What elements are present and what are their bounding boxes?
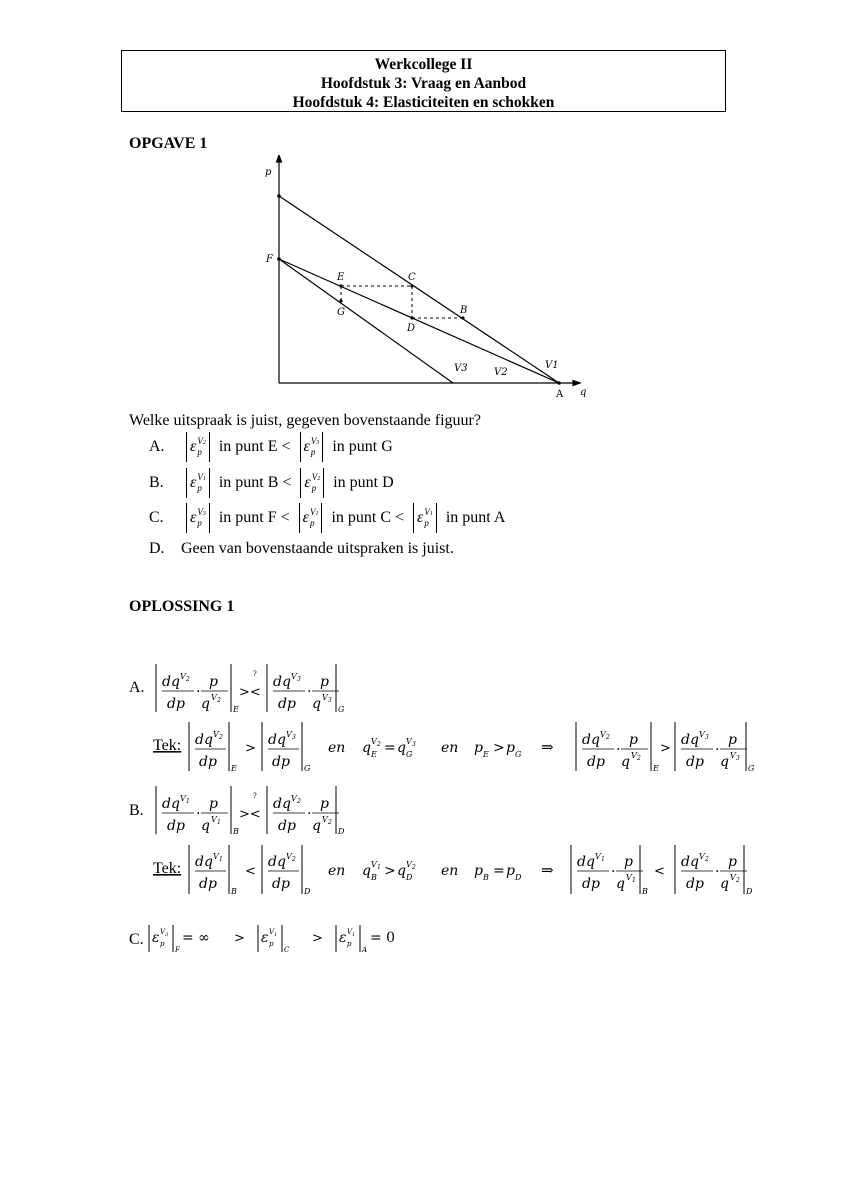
svg-text:= ∞: = ∞ xyxy=(182,930,210,946)
svg-text:3: 3 xyxy=(165,932,169,938)
svg-text:1: 1 xyxy=(352,932,356,938)
svg-text:>: > xyxy=(234,931,245,946)
option-c-letter: C. xyxy=(149,509,164,526)
svg-text:V: V xyxy=(291,794,297,803)
chapter-4-title: Hoofdstuk 4: Elasticiteiten en schokken xyxy=(292,94,555,111)
svg-text:dp: dp xyxy=(272,876,290,892)
svg-text:p: p xyxy=(624,854,633,870)
svg-text:en: en xyxy=(328,740,346,756)
svg-text:p: p xyxy=(629,732,638,748)
svg-text:2: 2 xyxy=(606,734,610,741)
label-g: G xyxy=(337,307,345,318)
svg-text:V: V xyxy=(595,852,601,861)
option-d-letter: D. xyxy=(149,540,165,557)
svg-text:V: V xyxy=(730,873,736,882)
label-d: D xyxy=(407,323,416,334)
svg-text:E: E xyxy=(233,705,239,714)
svg-text:>: > xyxy=(384,863,396,879)
svg-text:V: V xyxy=(600,730,606,739)
svg-text:1: 1 xyxy=(186,798,190,805)
svg-text:V: V xyxy=(291,672,297,681)
svg-text:q: q xyxy=(397,740,406,756)
svg-text:.: . xyxy=(715,738,720,754)
svg-text:= 0: = 0 xyxy=(370,930,396,946)
svg-text:dp: dp xyxy=(582,876,600,892)
svg-text:<: < xyxy=(654,864,665,879)
demand-curve-figure xyxy=(258,155,598,405)
svg-text:D: D xyxy=(746,887,753,896)
svg-text:V: V xyxy=(626,873,632,882)
svg-text:2: 2 xyxy=(736,877,740,884)
option-a-letter: A. xyxy=(149,438,165,455)
svg-text:q: q xyxy=(362,863,371,879)
svg-text:3: 3 xyxy=(328,697,332,704)
svg-text:?: ? xyxy=(253,670,257,678)
svg-text:2: 2 xyxy=(377,741,381,748)
point-g xyxy=(339,299,342,302)
svg-text:.: . xyxy=(715,860,720,876)
svg-text:p: p xyxy=(728,854,737,870)
svg-text:q: q xyxy=(720,754,729,770)
svg-text:V: V xyxy=(699,730,705,739)
point-top xyxy=(277,194,281,198)
svg-text:p: p xyxy=(728,732,737,748)
svg-text:2: 2 xyxy=(705,856,709,863)
svg-text:p: p xyxy=(269,940,274,948)
svg-text:=: = xyxy=(384,740,396,756)
svg-text:p: p xyxy=(320,796,329,812)
demand-line-v3 xyxy=(279,259,453,383)
svg-text:dq: dq xyxy=(162,796,180,812)
svg-text:V: V xyxy=(180,794,186,803)
svg-text:q: q xyxy=(201,696,210,712)
svg-text:p: p xyxy=(209,796,218,812)
demand-line-v2 xyxy=(279,259,559,383)
svg-text:1: 1 xyxy=(601,856,605,863)
svg-text:dp: dp xyxy=(199,876,217,892)
svg-text:2: 2 xyxy=(217,697,221,704)
svg-text:2: 2 xyxy=(412,864,416,871)
svg-text:V: V xyxy=(160,928,166,936)
svg-text:p: p xyxy=(160,940,165,948)
svg-text:dp: dp xyxy=(167,818,185,834)
svg-text:<: < xyxy=(245,864,256,879)
svg-text:>: > xyxy=(493,740,505,756)
svg-text:p: p xyxy=(506,740,515,756)
svg-text:en: en xyxy=(441,740,459,756)
svg-text:.: . xyxy=(196,680,201,696)
compare-symbol: >< xyxy=(239,685,261,700)
svg-text:p: p xyxy=(209,674,218,690)
svg-text:dp: dp xyxy=(278,818,296,834)
x-axis-arrow xyxy=(573,381,580,386)
svg-text:dq: dq xyxy=(162,674,180,690)
svg-text:V: V xyxy=(406,737,412,746)
label-a: A xyxy=(556,389,564,400)
svg-text:V: V xyxy=(213,730,219,739)
svg-text:3: 3 xyxy=(736,755,740,762)
svg-text:q: q xyxy=(312,818,321,834)
label-f: F xyxy=(266,254,273,265)
elasticity-term: ε V1 p xyxy=(413,503,437,533)
svg-text:dq: dq xyxy=(273,674,291,690)
svg-text:>: > xyxy=(312,931,323,946)
solution-a-rhs xyxy=(267,664,345,714)
label-v3: V3 xyxy=(454,363,468,374)
svg-text:⇒: ⇒ xyxy=(541,861,554,879)
svg-text:dq: dq xyxy=(268,854,286,870)
svg-text:en: en xyxy=(441,863,459,879)
svg-text:B: B xyxy=(642,887,648,896)
svg-text:V: V xyxy=(180,672,186,681)
svg-text:D: D xyxy=(338,827,345,836)
svg-text:ε: ε xyxy=(261,930,269,946)
chapter-3-title: Hoofdstuk 3: Vraag en Aanbod xyxy=(320,75,527,92)
point-d xyxy=(410,316,413,319)
svg-text:q: q xyxy=(312,696,321,712)
svg-text:B: B xyxy=(371,873,377,882)
elasticity-term: ε V1 p xyxy=(299,503,323,533)
svg-text:V: V xyxy=(699,852,705,861)
option-c-text-1: in punt F < xyxy=(218,509,290,526)
svg-text:G: G xyxy=(304,764,311,773)
svg-text:V: V xyxy=(322,815,328,824)
svg-text:p: p xyxy=(474,740,483,756)
svg-text:E: E xyxy=(483,750,489,759)
svg-text:q: q xyxy=(616,876,625,892)
svg-text:2: 2 xyxy=(637,755,641,762)
tek-label-a: Tek: xyxy=(153,737,182,754)
svg-text:1: 1 xyxy=(632,877,636,884)
svg-text:.: . xyxy=(611,860,616,876)
solution-b-letter: B. xyxy=(129,802,144,819)
title-box xyxy=(121,50,726,112)
svg-text:V: V xyxy=(211,693,217,702)
svg-text:G: G xyxy=(406,750,413,759)
svg-text:dp: dp xyxy=(686,754,704,770)
svg-text:dq: dq xyxy=(577,854,595,870)
option-b-letter: B. xyxy=(149,474,164,491)
svg-text:><: >< xyxy=(239,807,261,822)
svg-text:E: E xyxy=(371,750,377,759)
svg-text:V: V xyxy=(322,693,328,702)
course-title: Werkcollege II xyxy=(374,56,473,73)
label-v2: V2 xyxy=(494,367,508,378)
svg-text:2: 2 xyxy=(328,819,332,826)
svg-text:V: V xyxy=(730,751,736,760)
svg-text:q: q xyxy=(397,863,406,879)
elasticity-term: ε V3 p xyxy=(300,432,324,462)
svg-text:p: p xyxy=(320,674,329,690)
option-d-text: Geen van bovenstaande uitspraken is juist. xyxy=(181,540,454,557)
solution-a-lhs xyxy=(156,664,239,714)
x-axis-label: q xyxy=(580,387,587,398)
svg-text:⇒: ⇒ xyxy=(541,738,554,756)
svg-text:V: V xyxy=(286,852,292,861)
label-v1: V1 xyxy=(545,360,559,371)
label-e: E xyxy=(337,272,345,283)
option-a-text-2: in punt G xyxy=(332,438,393,455)
svg-text:V: V xyxy=(347,928,353,936)
svg-text:V: V xyxy=(286,730,292,739)
svg-text:.: . xyxy=(616,738,621,754)
svg-text:dp: dp xyxy=(278,696,296,712)
svg-text:dq: dq xyxy=(681,854,699,870)
svg-text:D: D xyxy=(515,873,522,882)
svg-text:dp: dp xyxy=(686,876,704,892)
svg-text:3: 3 xyxy=(412,741,416,748)
point-a xyxy=(557,381,561,385)
svg-text:3: 3 xyxy=(297,676,301,683)
svg-text:E: E xyxy=(653,764,659,773)
svg-text:1: 1 xyxy=(217,819,221,826)
svg-text:C: C xyxy=(284,946,290,954)
elasticity-term: ε V3 p xyxy=(186,503,210,533)
svg-text:B: B xyxy=(233,827,239,836)
svg-text:dp: dp xyxy=(587,754,605,770)
option-c-text-2: in punt C < xyxy=(331,509,405,526)
svg-text:dp: dp xyxy=(272,754,290,770)
svg-text:dq: dq xyxy=(195,854,213,870)
y-axis-arrow xyxy=(277,155,282,162)
svg-text:ε: ε xyxy=(152,930,160,946)
svg-text:D: D xyxy=(304,887,311,896)
option-c-text-3: in punt A xyxy=(445,509,506,526)
tek-label-b: Tek: xyxy=(153,860,182,877)
svg-text:dq: dq xyxy=(582,732,600,748)
solution-formulas xyxy=(0,650,848,960)
svg-text:1: 1 xyxy=(219,856,223,863)
solution-c-letter: C. xyxy=(129,931,144,948)
svg-text:V: V xyxy=(269,928,275,936)
svg-text:E: E xyxy=(231,764,237,773)
svg-text:1: 1 xyxy=(377,864,381,871)
svg-text:1: 1 xyxy=(274,932,278,938)
svg-text:?: ? xyxy=(253,792,257,800)
svg-text:.: . xyxy=(307,802,312,818)
y-axis-label: p xyxy=(265,167,272,178)
svg-text:p: p xyxy=(347,940,352,948)
opgave-title: OPGAVE 1 xyxy=(129,135,208,152)
svg-text:dp: dp xyxy=(199,754,217,770)
svg-text:q: q xyxy=(621,754,630,770)
svg-text:A: A xyxy=(362,946,368,954)
label-b: B xyxy=(460,305,468,316)
question-text: Welke uitspraak is juist, gegeven bovenstaande figuur? xyxy=(129,412,481,429)
elasticity-term: ε V2 p xyxy=(186,432,210,462)
oplossing-title: OPLOSSING 1 xyxy=(129,598,235,615)
svg-text:p: p xyxy=(506,863,515,879)
svg-text:>: > xyxy=(660,741,671,756)
svg-text:V: V xyxy=(371,860,377,869)
svg-text:V: V xyxy=(406,860,412,869)
svg-text:ε: ε xyxy=(339,930,347,946)
svg-text:G: G xyxy=(515,750,522,759)
option-b-text-2: in punt D xyxy=(333,474,394,491)
svg-text:en: en xyxy=(328,863,346,879)
svg-text:2: 2 xyxy=(292,856,296,863)
svg-text:2: 2 xyxy=(219,734,223,741)
svg-text:p: p xyxy=(474,863,483,879)
svg-text:.: . xyxy=(196,802,201,818)
label-c: C xyxy=(408,272,416,283)
svg-text:dq: dq xyxy=(273,796,291,812)
point-c xyxy=(410,284,413,287)
point-f xyxy=(277,257,281,261)
svg-text:D: D xyxy=(406,873,413,882)
svg-text:V: V xyxy=(211,815,217,824)
svg-text:dq: dq xyxy=(681,732,699,748)
svg-text:.: . xyxy=(307,680,312,696)
option-a-text-1: in punt E < xyxy=(218,438,291,455)
svg-text:B: B xyxy=(483,873,489,882)
point-e xyxy=(339,284,342,287)
point-b xyxy=(461,316,464,319)
svg-text:dq: dq xyxy=(268,732,286,748)
svg-text:V: V xyxy=(631,751,637,760)
svg-text:=: = xyxy=(493,863,505,879)
svg-text:3: 3 xyxy=(292,734,296,741)
svg-text:q: q xyxy=(362,740,371,756)
svg-text:2: 2 xyxy=(186,676,190,683)
svg-text:2: 2 xyxy=(297,798,301,805)
svg-text:G: G xyxy=(748,764,755,773)
svg-text:B: B xyxy=(231,887,237,896)
svg-text:V: V xyxy=(213,852,219,861)
svg-text:F: F xyxy=(175,946,180,954)
svg-text:dq: dq xyxy=(195,732,213,748)
solution-a-letter: A. xyxy=(129,679,145,696)
svg-text:>: > xyxy=(245,741,256,756)
svg-text:q: q xyxy=(720,876,729,892)
svg-text:3: 3 xyxy=(705,734,709,741)
elasticity-term: ε V1 p xyxy=(186,468,210,498)
svg-text:dp: dp xyxy=(167,696,185,712)
option-b-text-1: in punt B < xyxy=(218,474,292,491)
elasticity-term: ε V2 p xyxy=(300,468,324,498)
svg-text:G: G xyxy=(338,705,345,714)
svg-text:V: V xyxy=(371,737,377,746)
svg-text:q: q xyxy=(201,818,210,834)
